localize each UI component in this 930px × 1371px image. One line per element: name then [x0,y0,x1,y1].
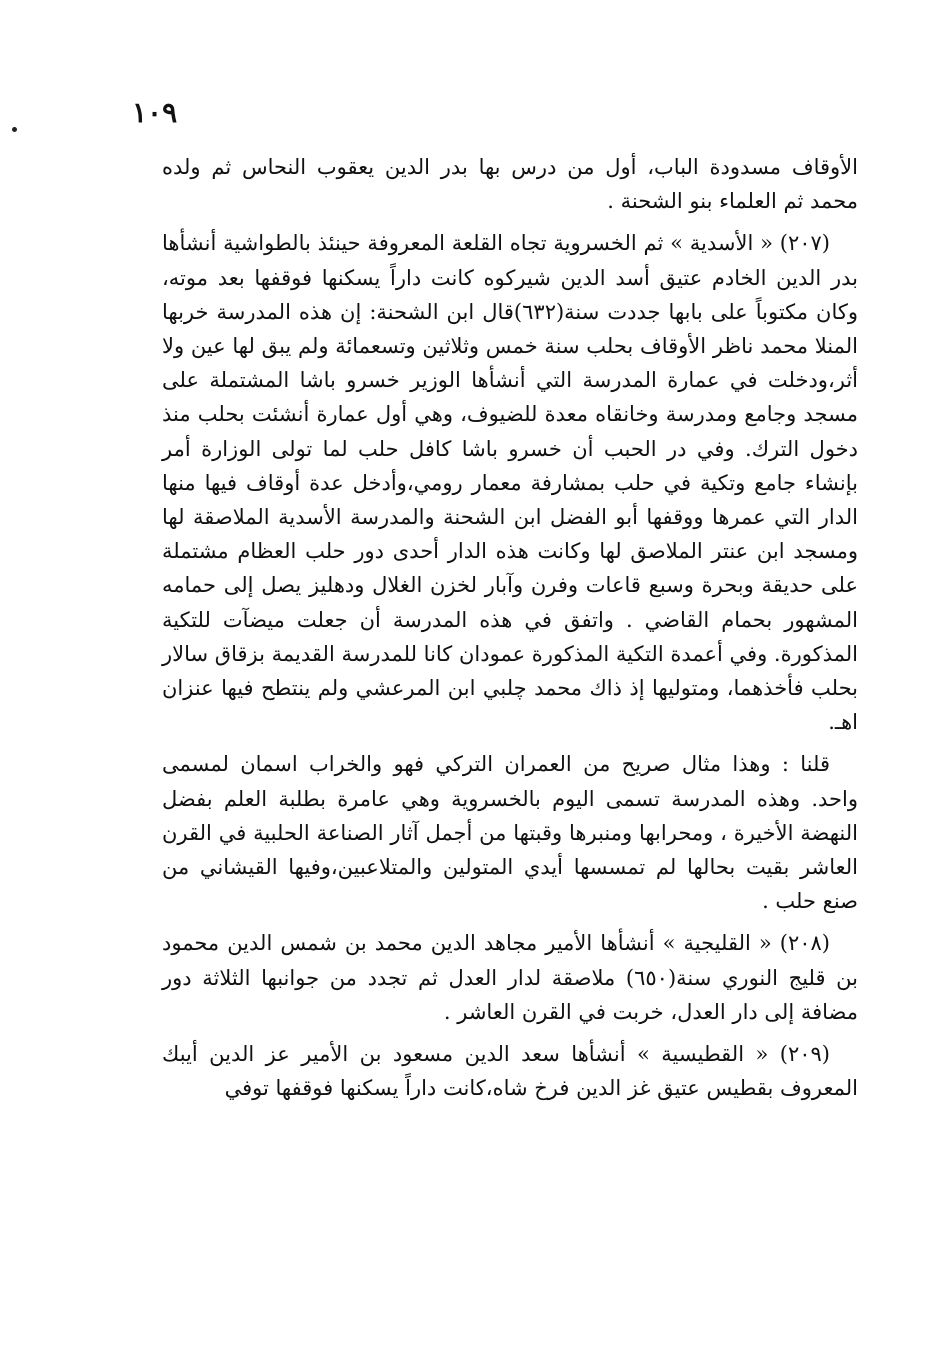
ink-speck [12,127,17,132]
paragraph-commentary: قلنا : وهذا مثال صريح من العمران التركي فهو والخراب اسمان لمسمى واحد. وهذه المدرسة تسمى اليوم بالخسروية وهي عامرة بطلبة العلم بفضل النهضة الأخيرة ، ومحرابها ومنبرها وقبتها من أجمل آثار الصناعة الحلبية في القرن العاشر بقيت بحالها لم تمسسها أيدي المتولين والمتلاعبين،وفيها القيشاني من صنع حلب . [162,752,858,914]
paragraph-continuation: الأوقاف مسدودة الباب، أول من درس بها بدر الدين يعقوب النحاس ثم ولده محمد ثم العلماء بنو الشحنة . [162,155,858,214]
page-number: ١٠٩ [132,96,178,129]
paragraph-entry-209: (٢٠٩) « القطيسية » أنشأها سعد الدين مسعود بن الأمير عز الدين أيبك المعروف بقطيس عتيق غز الدين فرخ شاه،كانت داراً يسكنها فوقفها توفي [162,1042,858,1101]
paragraph-entry-208: (٢٠٨) « القليجية » أنشأها الأمير مجاهد الدين محمد بن شمس الدين محمود بن قليج النوري سنة(٦٥٠) ملاصقة لدار العدل ثم تجدد من جوانبها الثلاثة دور مضافة إلى دار العدل، خربت في القرن العاشر . [162,931,858,1024]
paragraph-entry-207: (٢٠٧) « الأسدية » ثم الخسروية تجاه القلعة المعروفة حينئذ بالطواشية أنشأها بدر الدين الخادم عتيق أسد الدين شيركوه كانت داراً يسكنها فوقفها بعد موته، وكان مكتوباً على بابها جددت سنة(٦٣٢)قال ابن الشحنة: إن هذه المدرسة خربها المنلا محمد ناظر الأوقاف بحلب سنة خمس وثلاثين وتسعمائة ولم يبق لها عين ولا أثر،ودخلت في عمارة المدرسة التي أنشأها الوزير خسرو باشا المشتملة على مسجد وجامع ومدرسة وخانقاه معدة للضيوف، وهي أول عمارة أنشئت بحلب منذ دخول الترك. وفي در الحبب أن خسرو باشا كافل حلب لما تولى الوزارة أمر بإنشاء جامع وتكية في حلب بمشارفة معمار رومي،وأدخل عدة أوقاف فيها منها الدار التي عمرها ووقفها أبو الفضل ابن الشحنة والمدرسة الأسدية الملاصقة لها ومسجد ابن عنتر الملاصق لها وكانت هذه الدار أحدى دور حلب العظام مشتملة على حديقة وبحرة وسبع قاعات وفرن وآبار لخزن الغلال ودهليز يصل إلى حمامه المشهور بحمام القاضي . واتفق في هذه المدرسة أن جعلت ميضآت للتكية المذكورة. وفي أعمدة التكية المذكورة عمودان كانا للمدرسة القديمة بزقاق سالار بحلب فأخذهما، ومتوليها إذ ذاك محمد چلبي ابن المرعشي ولم ينتطح فيها عنزان اهـ. [162,231,858,735]
body-text [162,150,858,1113]
